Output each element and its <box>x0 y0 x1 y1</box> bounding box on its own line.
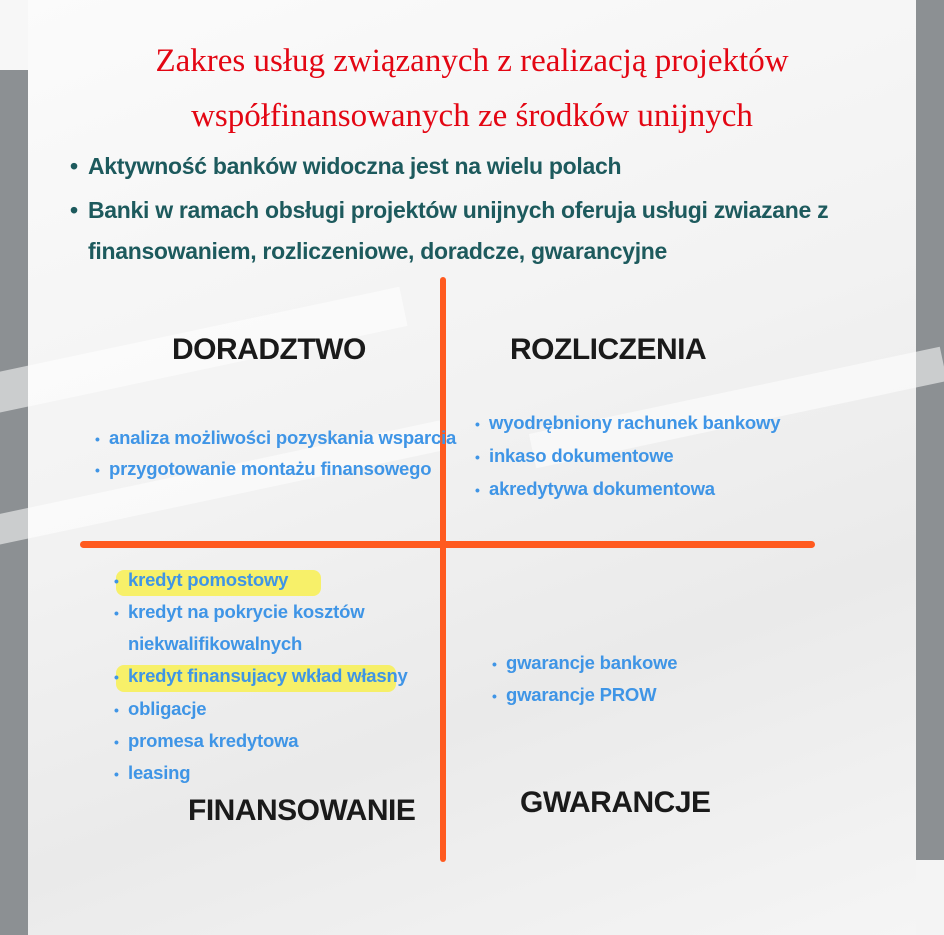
vertical-divider <box>440 277 446 862</box>
list-item: • obligacje <box>114 698 207 719</box>
bullet-text: Banki w ramach obsługi projektów unijnych oferuja usługi zwiazane z <box>88 197 829 223</box>
bullet-item <box>70 197 828 224</box>
item-dot: • <box>492 688 497 704</box>
bullet-dot: • <box>70 153 78 179</box>
list-item: • inkaso dokumentowe <box>475 445 674 466</box>
list-item: • kredyt na pokrycie kosztów <box>114 601 365 622</box>
item-dot: • <box>114 702 119 718</box>
quadrant-title-doradztwo: DORADZTWO <box>172 333 366 366</box>
title-line-2: współfinansowanych ze środków unijnych <box>191 98 753 134</box>
bullet-text: Aktywność banków widoczna jest na wielu polach <box>88 153 622 179</box>
bullet-dot: • <box>70 197 78 223</box>
item-dot: • <box>475 449 480 465</box>
list-item: • kredyt pomostowy <box>114 569 289 590</box>
list-item: • wyodrębniony rachunek bankowy <box>475 412 781 433</box>
item-dot: • <box>475 416 480 432</box>
item-dot: • <box>114 734 119 750</box>
quadrant-title-gwarancje: GWARANCJE <box>520 786 711 819</box>
list-item: • promesa kredytowa <box>114 730 299 751</box>
title-line-1: Zakres usług związanych z realizacją projektów <box>155 43 789 79</box>
list-item: • kredyt finansujacy wkład własny <box>114 665 408 686</box>
list-item: • akredytywa dokumentowa <box>475 478 715 499</box>
list-item: • gwarancje bankowe <box>492 652 678 673</box>
list-item: • analiza możliwości pozyskania wsparcia <box>95 427 457 448</box>
horizontal-divider <box>80 541 815 548</box>
item-dot: • <box>492 656 497 672</box>
item-dot: • <box>114 669 119 685</box>
quadrant-title-finansowanie: FINANSOWANIE <box>188 794 416 827</box>
item-dot: • <box>95 431 100 447</box>
item-dot: • <box>95 462 100 478</box>
list-item: • przygotowanie montażu finansowego <box>95 458 432 479</box>
item-dot: • <box>114 766 119 782</box>
list-item: • leasing <box>114 762 191 783</box>
item-dot: • <box>475 482 480 498</box>
item-dot: • <box>114 573 119 589</box>
bullet-continuation: finansowaniem, rozliczeniowe, doradcze, gwarancyjne <box>88 238 668 264</box>
quadrant-title-rozliczenia: ROZLICZENIA <box>510 333 707 366</box>
list-item-continuation: niekwalifikowalnych <box>128 633 303 654</box>
item-dot: • <box>114 605 119 621</box>
bullet-item <box>70 153 621 180</box>
list-item: • gwarancje PROW <box>492 684 657 705</box>
